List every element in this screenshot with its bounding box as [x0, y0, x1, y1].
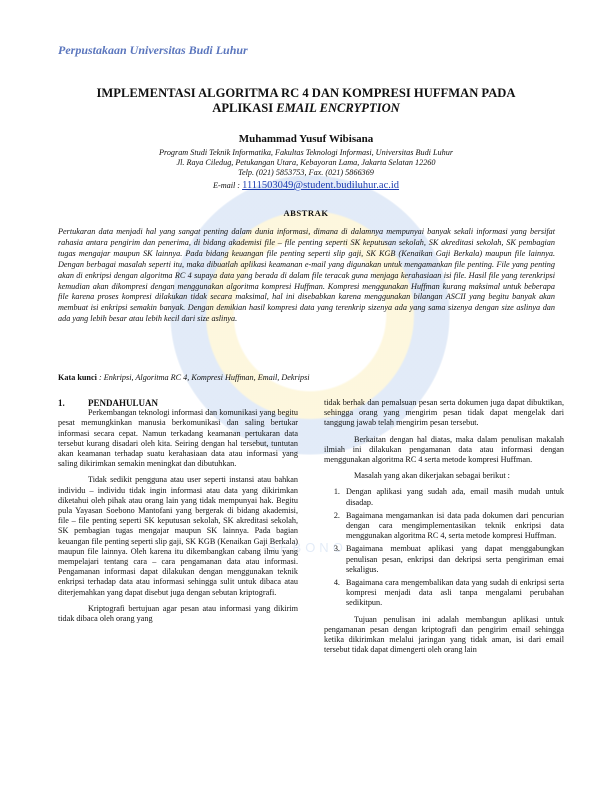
email-label: E-mail : — [212, 181, 243, 190]
list-item: 3. Bagaimana membuat aplikasi yang dapat menggabungkan penulisan pesan, enkripsi dan dekripsi serta pengiriman emai sekaligus. — [342, 544, 564, 575]
right-column — [324, 398, 564, 661]
section-number: 1. — [58, 398, 65, 408]
email-line — [60, 180, 552, 191]
paragraph: Tidak sedikit pengguna atau user seperti instansi atau bahkan individu – individu tidak ingin informasi atau data yang dikirimkan diketahui oleh pihak atau orang lain yang tidak mempunyai hak. Begitu pula Yayasan Soebono Mantofani yang bergerak di bidang akademisi, file – file penting seperti SK keputusan sekolah, SK akreditasi sekolah, SK pembagian tugas mengajar maupun SK lainnya. Pada bagian keuangan file penting seperti slip gaji, SK KGB (Kenaikan Gaji Berkala) maupun file lainnya. Oleh karena itu dikembangkan cabang ilmu yang mempelajari tentang cara – cara pengamanan data atau informasi. Pengamanan informasi dapat dilakukan dengan menggunakan teknik enkripsi terhadap data atau informasi sehingga sulit untuk dibaca atau diterjemahkan yang dapat disebut juga dengan sebutan kriptografi. — [58, 475, 298, 597]
title-line-2-prefix: APLIKASI — [212, 101, 277, 115]
problem-list — [324, 487, 564, 608]
list-item: 4. Bagaimana cara mengembalikan data yang sudah di enkripsi serta kompresi menjadi data asli tanpa mengalami perubahan sedikitpun. — [342, 578, 564, 609]
abstract-text: Pertukaran data menjadi hal yang sangat penting dalam dunia informasi, dimana di dalamnya mempunyai banyak sekali informasi yang bersifat rahasia antara pengirim dan penerima, di bidang akademisi file – file penting seperti SK keputusan sekolah, SK akreditasi sekolah, SK pembagian tugas mengajar maupun SK lainnya. Pada bidang keuangan file penting seperti slip gaji, SK KGB (Kenaikan Gaji Berkala) maupun file lainnya. Dengan berbagai masalah seperti itu, maka dibuatlah aplikasi keamanan e-mail yang digunakan untuk mengamankan file penting. File yang penting akan di enkripsi dengan algoritma RC 4 supaya data yang berada di dalam file teracak guna menjaga kerahasiaan isi file. Hasil file yang terenkripsi kemudian akan dikompresi dengan menggunakan algoritma kompresi Huffman. Kompresi menggunakan Huffman kurang maksimal untuk beberapa file karena proses kompresi dilakukan tidak secara maksimal, hal ini disebabkan karena menggunakan bilangan ASCII yang begitu banyak akan membuat isi enkripsi semakin banyak. Dengan demikian hasil kompresi data yang terenkrip sizenya ada yang sama sizenya dengan size aslinya dan ada yang lebih besar atau lebih kecil dari size aslinya. — [58, 227, 555, 324]
left-column — [58, 398, 298, 630]
affiliation-line-2: Jl. Raya Ciledug, Petukangan Utara, Kebayoran Lama, Jakarta Selatan 12260 — [176, 158, 436, 167]
paragraph: Masalah yang akan dikerjakan sebagai berikut : — [354, 471, 510, 481]
section-title: PENDAHULUAN — [88, 398, 159, 408]
title-line-2-italic: EMAIL ENCRYPTION — [276, 101, 400, 115]
keywords-value: : Enkripsi, Algoritma RC 4, Kompresi Huffman, Email, Dekripsi — [98, 373, 310, 382]
watermark-text: SEBONO — [267, 540, 347, 555]
paragraph: Berkaitan dengan hal diatas, maka dalam penulisan makalah ilmiah ini dilakukan pengamanan data atau informasi dengan menggunakan algoritma RC 4 serta metode kompresi Huffman. — [324, 434, 564, 465]
paper-title — [60, 86, 552, 116]
paragraph: Tujuan penulisan ini adalah membangun aplikasi untuk pengamanan pesan dengan kriptografi dan pengirim email sehingga ketika dikirimkan melalui jaringan yang tidak aman, isi dari email tersebut tidak dapat dimengerti oleh orang lain — [324, 614, 564, 655]
paragraph: Kriptografi bertujuan agar pesan atau informasi yang dikirim tidak dibaca oleh orang yang — [58, 603, 298, 624]
section-heading — [58, 398, 298, 408]
abstract-heading: ABSTRAK — [283, 208, 329, 218]
keywords-line — [58, 373, 555, 382]
author-name: Muhammad Yusuf Wibisana — [238, 133, 374, 145]
affiliation-line-3: Telp. (021) 5853753, Fax. (021) 5866369 — [238, 168, 374, 177]
paragraph: Perkembangan teknologi informasi dan komunikasi yang begitu pesat memungkinkan manusia berkomunikasi dan saling bertukar informasi secara cepat. Namun terkadang keamanan pertukaran data tersebut kurang disadari oleh kita. Seiring dengan hal tersebut, tuntutan akan keamanan terhadap suatu kerahasiaan data atau informasi yang saling dikirimkan semakin meningkat dan dibutuhkan. — [58, 408, 298, 469]
title-line-1: IMPLEMENTASI ALGORITMA RC 4 DAN KOMPRESI HUFFMAN PADA — [96, 86, 516, 100]
email-link[interactable]: 1111503049@student.budiluhur.ac.id — [242, 180, 400, 191]
keywords-label: Kata kunci — [58, 373, 97, 382]
affiliation-line-1: Program Studi Teknik Informatika, Fakultas Teknologi Informasi, Universitas Budi Luhur — [158, 148, 454, 157]
list-item: 1. Dengan aplikasi yang sudah ada, email masih mudah untuk disadap. — [342, 487, 564, 507]
library-header: Perpustakaan Universitas Budi Luhur — [58, 43, 248, 57]
paragraph: tidak berhak dan pemalsuan pesan serta dokumen juga dapat dibuktikan, sehingga orang yang mengirim pesan tidak dapat mengelak dari tanggung jawab telah mengirim pesan tersebut. — [324, 398, 564, 428]
list-item: 2. Bagaimana mengamankan isi data pada dokumen dari pencurian dengan cara mengimplementasikan teknik enkripsi data menggunakan algoritma RC 4, serta metode kompresi Huffman. — [342, 511, 564, 542]
